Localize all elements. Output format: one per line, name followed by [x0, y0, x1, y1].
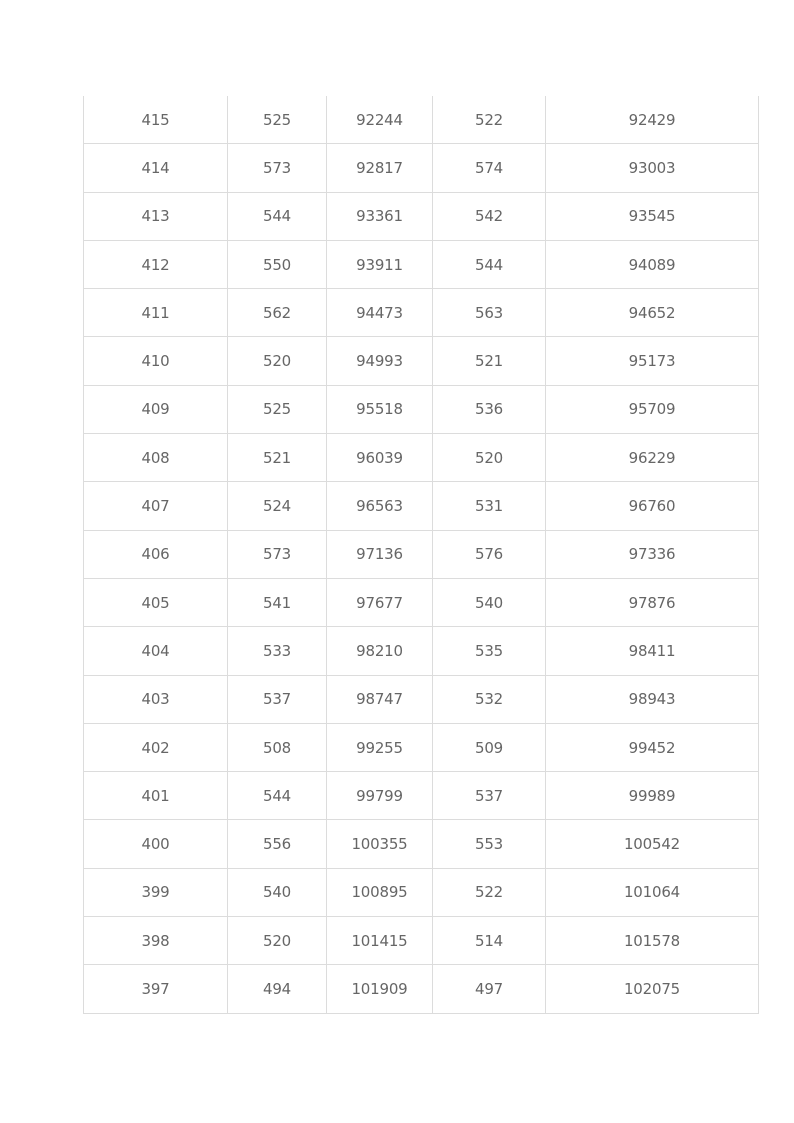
table-cell: 525	[228, 385, 327, 433]
table-cell: 522	[433, 868, 546, 916]
table-cell: 406	[84, 530, 228, 578]
table-cell: 98943	[546, 675, 759, 723]
table-cell: 92817	[327, 144, 433, 192]
table-cell: 102075	[546, 965, 759, 1013]
table-cell: 97336	[546, 530, 759, 578]
table-row	[84, 578, 759, 626]
table-cell: 98210	[327, 627, 433, 675]
table-cell: 405	[84, 578, 228, 626]
table-row	[84, 144, 759, 192]
table-row	[84, 917, 759, 965]
table-row	[84, 965, 759, 1013]
table-row	[84, 482, 759, 530]
table-cell: 92244	[327, 96, 433, 144]
table-cell: 520	[433, 434, 546, 482]
table-row	[84, 337, 759, 385]
table-cell: 540	[433, 578, 546, 626]
table-cell: 401	[84, 772, 228, 820]
table-cell: 411	[84, 289, 228, 337]
table-cell: 514	[433, 917, 546, 965]
table-cell: 409	[84, 385, 228, 433]
table-cell: 542	[433, 192, 546, 240]
table-cell: 524	[228, 482, 327, 530]
table-row	[84, 868, 759, 916]
table-cell: 509	[433, 723, 546, 771]
table-cell: 576	[433, 530, 546, 578]
table-row	[84, 675, 759, 723]
table-cell: 100895	[327, 868, 433, 916]
table-cell: 532	[433, 675, 546, 723]
table-cell: 94652	[546, 289, 759, 337]
table-cell: 101909	[327, 965, 433, 1013]
table-row	[84, 434, 759, 482]
table-cell: 497	[433, 965, 546, 1013]
table-cell: 97677	[327, 578, 433, 626]
table-cell: 408	[84, 434, 228, 482]
table-row	[84, 627, 759, 675]
table-cell: 413	[84, 192, 228, 240]
table-cell: 98411	[546, 627, 759, 675]
table-cell: 531	[433, 482, 546, 530]
table-cell: 520	[228, 337, 327, 385]
table-cell: 96760	[546, 482, 759, 530]
table-cell: 537	[228, 675, 327, 723]
table-cell: 397	[84, 965, 228, 1013]
table-cell: 403	[84, 675, 228, 723]
table-cell: 535	[433, 627, 546, 675]
table-cell: 414	[84, 144, 228, 192]
table-cell: 563	[433, 289, 546, 337]
table-cell: 410	[84, 337, 228, 385]
table-cell: 95709	[546, 385, 759, 433]
table-cell: 97876	[546, 578, 759, 626]
table-cell: 99989	[546, 772, 759, 820]
table-cell: 556	[228, 820, 327, 868]
table-cell: 99452	[546, 723, 759, 771]
table-row	[84, 96, 759, 144]
table-row	[84, 772, 759, 820]
table-cell: 550	[228, 240, 327, 288]
table-cell: 508	[228, 723, 327, 771]
table-cell: 95518	[327, 385, 433, 433]
table-cell: 100542	[546, 820, 759, 868]
table-cell: 93003	[546, 144, 759, 192]
table-cell: 98747	[327, 675, 433, 723]
table-cell: 99255	[327, 723, 433, 771]
table-cell: 573	[228, 530, 327, 578]
table-cell: 398	[84, 917, 228, 965]
table-cell: 537	[433, 772, 546, 820]
table-body	[84, 96, 759, 1013]
table-cell: 94473	[327, 289, 433, 337]
table-cell: 402	[84, 723, 228, 771]
table-cell: 544	[228, 192, 327, 240]
table-cell: 494	[228, 965, 327, 1013]
table-cell: 399	[84, 868, 228, 916]
table-cell: 93545	[546, 192, 759, 240]
table-cell: 521	[433, 337, 546, 385]
table-cell: 536	[433, 385, 546, 433]
table-cell: 100355	[327, 820, 433, 868]
table-cell: 101064	[546, 868, 759, 916]
table-cell: 533	[228, 627, 327, 675]
table-cell: 96039	[327, 434, 433, 482]
table-row	[84, 192, 759, 240]
score-table	[83, 96, 759, 1014]
table-cell: 92429	[546, 96, 759, 144]
table-cell: 525	[228, 96, 327, 144]
table-cell: 412	[84, 240, 228, 288]
table-cell: 544	[433, 240, 546, 288]
table-cell: 95173	[546, 337, 759, 385]
table-cell: 522	[433, 96, 546, 144]
table-row	[84, 385, 759, 433]
table-row	[84, 240, 759, 288]
table-row	[84, 530, 759, 578]
table-cell: 94993	[327, 337, 433, 385]
table-cell: 99799	[327, 772, 433, 820]
table-cell: 97136	[327, 530, 433, 578]
table-cell: 520	[228, 917, 327, 965]
table-cell: 400	[84, 820, 228, 868]
table-cell: 96229	[546, 434, 759, 482]
table-row	[84, 820, 759, 868]
table-cell: 574	[433, 144, 546, 192]
table-cell: 553	[433, 820, 546, 868]
table-cell: 96563	[327, 482, 433, 530]
table-row	[84, 289, 759, 337]
table-cell: 404	[84, 627, 228, 675]
table-cell: 93911	[327, 240, 433, 288]
table-cell: 101578	[546, 917, 759, 965]
table-cell: 562	[228, 289, 327, 337]
table-row	[84, 723, 759, 771]
table-cell: 573	[228, 144, 327, 192]
table-cell: 94089	[546, 240, 759, 288]
table-cell: 541	[228, 578, 327, 626]
table-cell: 415	[84, 96, 228, 144]
table-cell: 407	[84, 482, 228, 530]
table-cell: 93361	[327, 192, 433, 240]
table-cell: 521	[228, 434, 327, 482]
table-cell: 544	[228, 772, 327, 820]
table-cell: 101415	[327, 917, 433, 965]
table-cell: 540	[228, 868, 327, 916]
